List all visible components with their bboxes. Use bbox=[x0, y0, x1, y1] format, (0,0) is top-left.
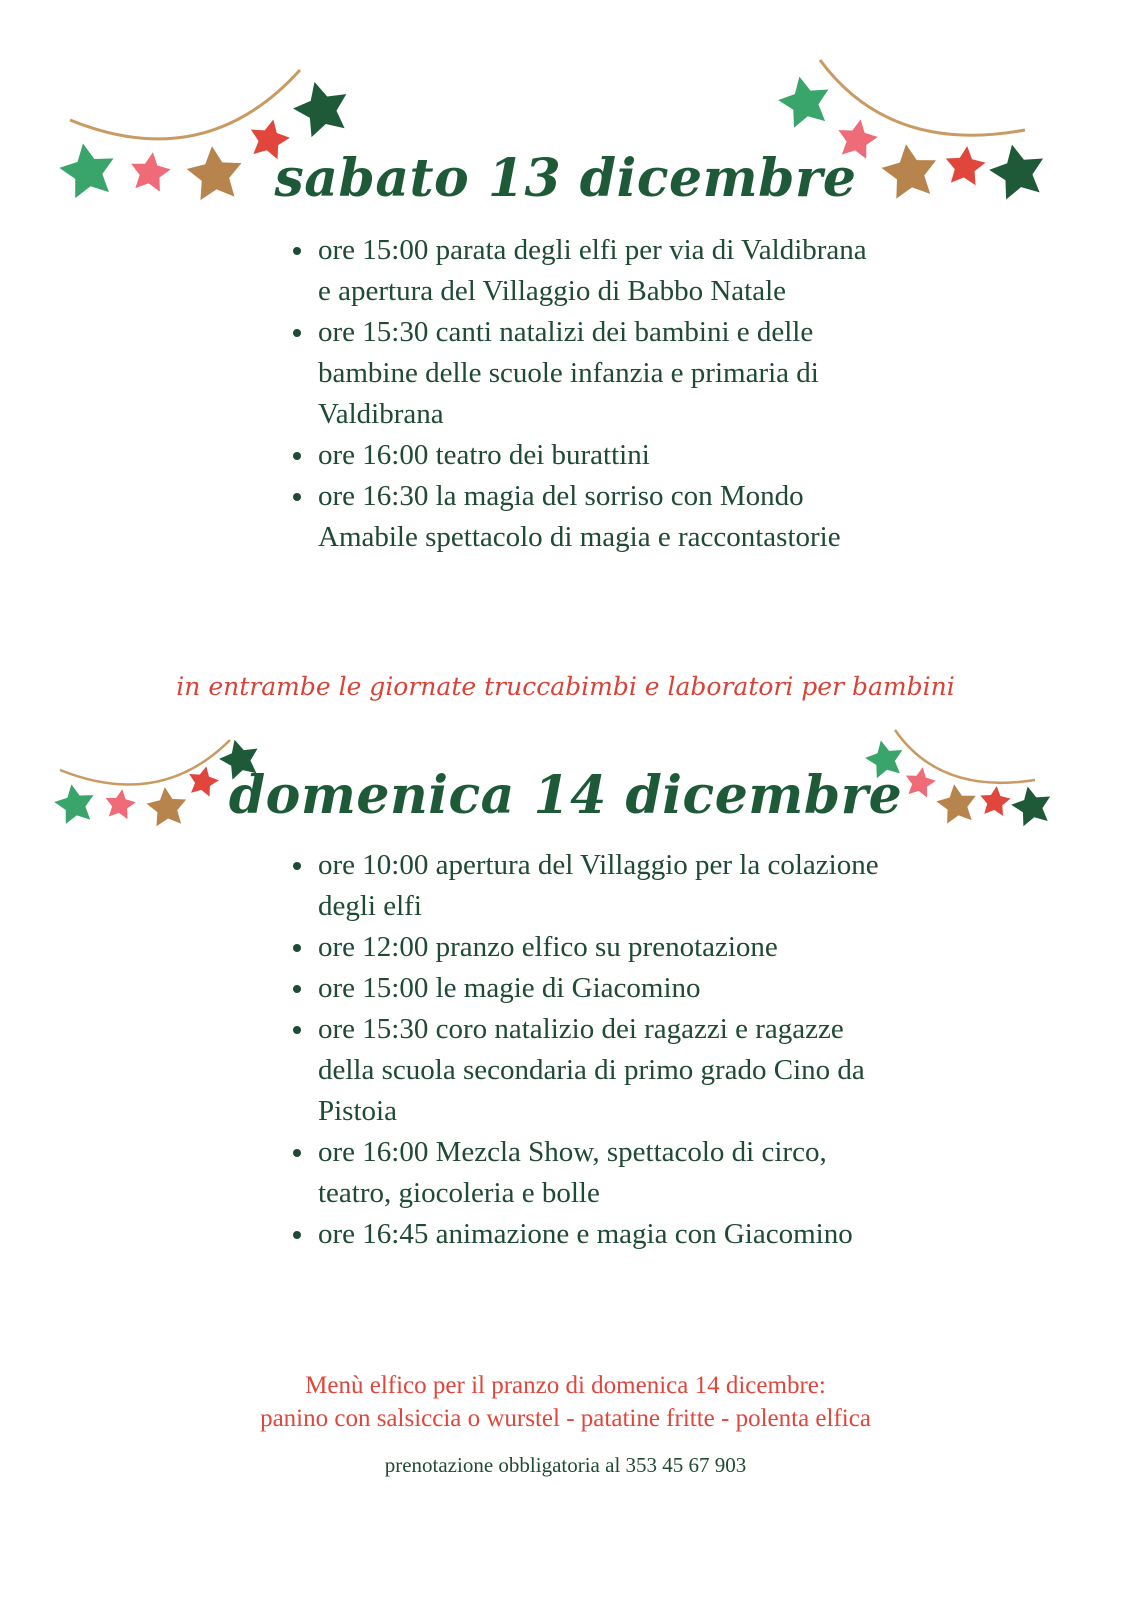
list-item: • ore 12:00 pranzo elfico su prenotazione bbox=[316, 927, 886, 968]
menu-line-2: panino con salsiccia o wurstel - patatine fritte - polenta elfica bbox=[260, 1405, 871, 1432]
booking-info: prenotazione obbligatoria al 353 45 67 903 bbox=[384, 1453, 747, 1477]
both-days-banner: in entrambe le giornate truccabimbi e laboratori per bambini bbox=[176, 672, 955, 701]
list-item: • ore 15:00 parata degli elfi per via di Valdibrana e apertura del Villaggio di Babbo Natale bbox=[316, 230, 886, 312]
list-item: • ore 16:45 animazione e magia con Giacomino bbox=[316, 1214, 886, 1255]
saturday-events-list bbox=[290, 230, 886, 558]
list-item: • ore 15:30 canti natalizi dei bambini e delle bambine delle scuole infanzia e primaria di Valdibrana bbox=[316, 312, 886, 435]
list-item: • ore 10:00 apertura del Villaggio per la colazione degli elfi bbox=[316, 845, 886, 927]
list-item: • ore 16:00 teatro dei burattini bbox=[316, 435, 886, 476]
saturday-title: sabato 13 dicembre bbox=[274, 148, 857, 209]
sunday-events-list bbox=[290, 845, 886, 1255]
star-icon bbox=[288, 75, 355, 140]
menu-line-1: Menù elfico per il pranzo di domenica 14 dicembre: bbox=[305, 1372, 826, 1399]
sunday-title: domenica 14 dicembre bbox=[228, 765, 903, 826]
list-item: • ore 16:00 Mezcla Show, spettacolo di circo, teatro, giocoleria e bolle bbox=[316, 1132, 886, 1214]
list-item: • ore 15:30 coro natalizio dei ragazzi e ragazze della scuola secondaria di primo grado Cino da Pistoia bbox=[316, 1009, 886, 1132]
star-icon bbox=[774, 71, 834, 129]
list-item: • ore 16:30 la magia del sorriso con Mondo Amabile spettacolo di magia e raccontastorie bbox=[316, 476, 886, 558]
list-item: • ore 15:00 le magie di Giacomino bbox=[316, 968, 886, 1009]
